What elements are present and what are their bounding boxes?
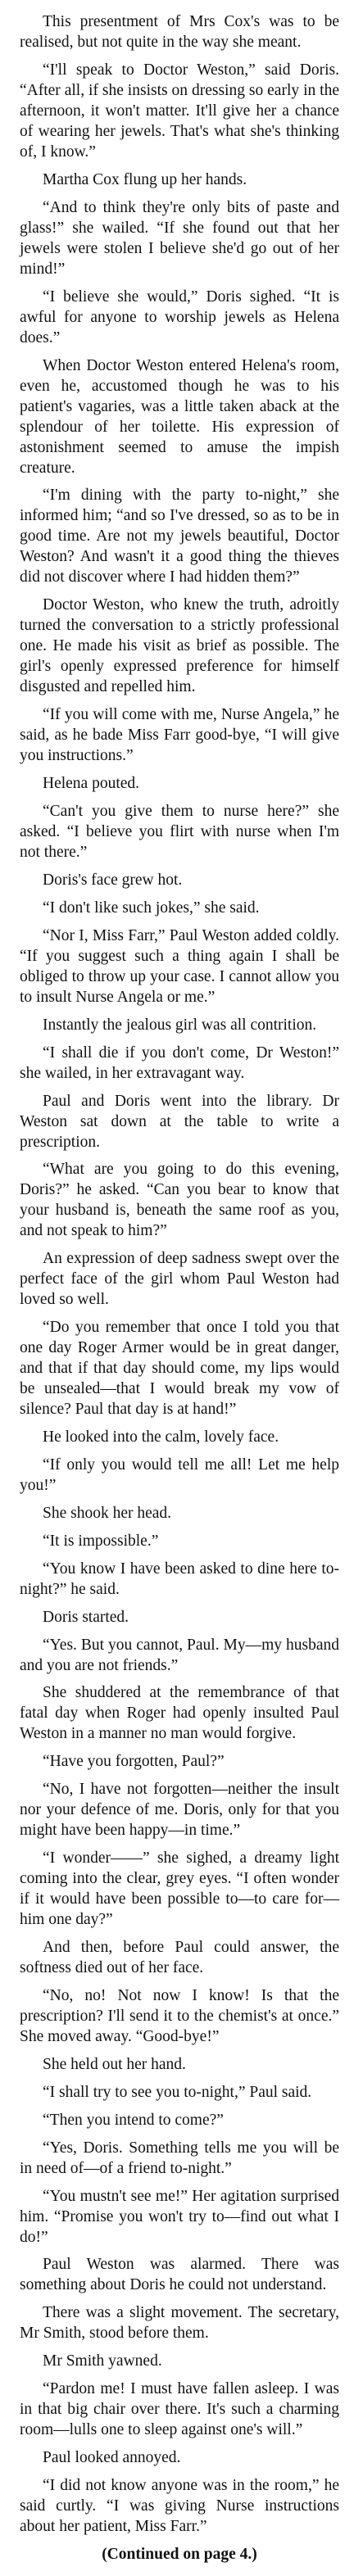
story-paragraph: “And to think they're only bits of paste and glass!” she wailed. “If she found out that her jewels were stolen I believe she'd go out of her mind!” [20, 198, 339, 278]
story-paragraph: “Pardon me! I must have fallen asleep. I was in that big chair over there. It's such a charming room—lulls one to sleep against one's will.” [20, 2380, 339, 2439]
story-paragraph: “No, no! Not now I know! Is that the prescription? I'll send it to the chemist's at once.” She moved away. “Good-bye!” [20, 1987, 339, 2045]
story-paragraph: Mr Smith yawned. [43, 2352, 162, 2370]
story-paragraph: There was a slight movement. The secretary, Mr Smith, stood before them. [20, 2304, 339, 2343]
story-paragraph: She shook her head. [43, 1504, 172, 1522]
story-paragraph: “No, I have not forgotten—neither the insult nor your defence of me. Doris, only for that you might have been happy—in time.” [20, 1781, 339, 1840]
story-paragraph: “You know I have been asked to dine here to-night?” he said. [20, 1560, 339, 1598]
story-paragraph: And then, before Paul could answer, the softness died out of her face. [20, 1939, 339, 1977]
story-paragraph: He looked into the calm, lovely face. [43, 1428, 279, 1446]
story-paragraph: “I'll speak to Doctor Weston,” said Doris. “After all, if she insists on dressing so early in the afternoon, it won't matter. It'll give her a chance of wearing her jewels. That's what she's thinking of, I know.” [20, 61, 339, 161]
story-paragraph: Martha Cox flung up her hands. [43, 170, 247, 188]
story-paragraph: Doris's face grew hot. [43, 871, 183, 889]
story-paragraph: “I wonder——” she sighed, a dreamy light coming into the clear, grey eyes. “I often wonder if it would have been possible to—to care for—him one day?” [20, 1849, 339, 1929]
story-paragraph: Doris started. [43, 1608, 129, 1626]
story-paragraph: “I shall die if you don't come, Dr Weston!” she wailed, in her extravagant way. [20, 1044, 339, 1082]
story-paragraph: “I don't like such jokes,” she said. [43, 899, 260, 917]
story-paragraph: Helena pouted. [43, 775, 140, 793]
story-paragraph: “Yes. But you cannot, Paul. My—my husband and you are not friends.” [20, 1636, 339, 1674]
story-paragraph: “You mustn't see me!” Her agitation surprised him. “Promise you won't try to—find out what I do!” [20, 2187, 339, 2246]
story-paragraph: “What are you going to do this evening, Doris?” he asked. “Can you bear to know that your husband is, beneath the same roof as you, and not speak to him?” [20, 1161, 339, 1240]
story-paragraph: “I shall try to see you to-night,” Paul said. [43, 2083, 312, 2101]
story-paragraph: She shuddered at the remembrance of that fatal day when Roger had openly insulted Paul Weston in a manner no man would forgive. [20, 1684, 339, 1743]
story-paragraph: “It is impossible.” [43, 1532, 159, 1550]
story-paragraph: Paul and Doris went into the library. Dr Weston sat down at the table to write a prescription. [20, 1092, 339, 1151]
story-paragraph: This presentment of Mrs Cox's was to be realised, but not quite in the way she meant. [20, 13, 339, 51]
story-paragraph: Doctor Weston, who knew the truth, adroitly turned the conversation to a strictly professional one. He made his visit as brief as possible. The girl's openly expressed preference for himself disgusted and repelled him. [20, 596, 339, 696]
story-paragraph: “Then you intend to come?” [43, 2111, 224, 2129]
story-paragraph: When Doctor Weston entered Helena's room, even he, accustomed though he was to his patient's vagaries, was a little taken aback at the splendour of her toilette. His expression of astonishment seemed to amuse the impish creature. [20, 356, 339, 477]
story-paragraph: Instantly the jealous girl was all contrition. [43, 1016, 317, 1034]
story-paragraph: “I'm dining with the party to-night,” she informed him; “and so I've dressed, so as to be in good time. Are not my jewels beautiful, Doctor Weston? And wasn't it a good thing the thieves did not discover where I had hidden them?” [20, 487, 339, 586]
story-paragraph: Paul Weston was alarmed. There was something about Doris he could not understand. [20, 2256, 339, 2294]
story-paragraph: “Do you remember that once I told you that one day Roger Armer would be in great danger, and that if that day should come, my lips would be unsealed—that I would break my vow of silence? Paul that day is at hand!” [20, 1319, 339, 1419]
story-paragraph: “I did not know anyone was in the room,” he said curtly. “I was giving Nurse instructions about her patient, Miss Farr.” [20, 2476, 339, 2535]
story-paragraph: An expression of deep sadness swept over the perfect face of the girl whom Paul Weston had loved so well. [20, 1250, 339, 1309]
story-paragraph: “If you will come with me, Nurse Angela,” he said, as he bade Miss Farr good-bye, “I will give you instructions.” [20, 706, 339, 765]
story-paragraph: “Have you forgotten, Paul?” [43, 1753, 225, 1771]
story-paragraph: “I believe she would,” Doris sighed. “It is awful for anyone to worship jewels as Helena does.” [20, 287, 339, 346]
story-paragraph: “Can't you give them to nurse here?” she asked. “I believe you flirt with nurse when I'm not there.” [20, 803, 339, 862]
story-paragraph: She held out her hand. [43, 2055, 186, 2073]
story-paragraph: “Nor I, Miss Farr,” Paul Weston added coldly. “If you suggest such a thing again I shall be obliged to throw up your case. I cannot allow you to insult Nurse Angela or me.” [20, 926, 339, 1006]
story-paragraph: “Yes, Doris. Something tells me you will be in need of—of a friend to-night.” [20, 2139, 339, 2177]
continued-note: (Continued on page 4.) [102, 2545, 257, 2563]
story-paragraph: “If only you would tell me all! Let me help you!” [20, 1456, 339, 1495]
story-paragraph: Paul looked annoyed. [43, 2449, 181, 2467]
